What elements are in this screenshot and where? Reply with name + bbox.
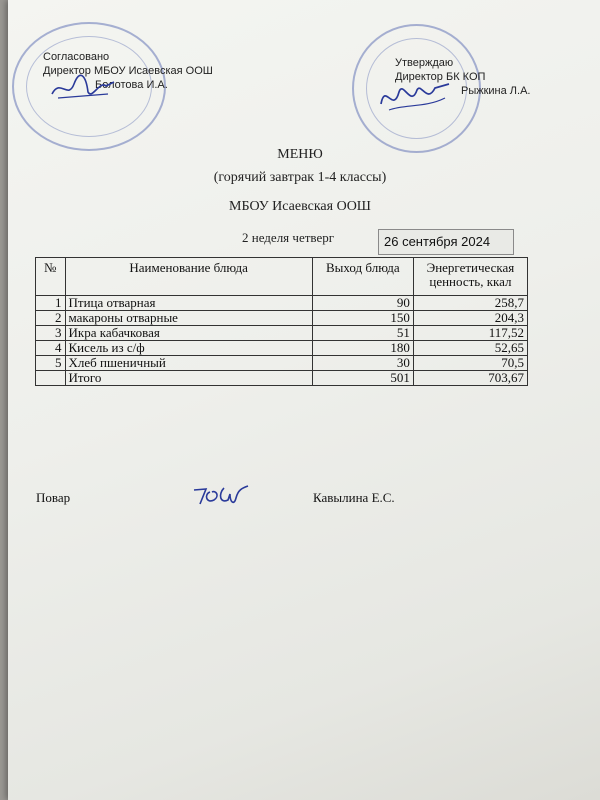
row-dish: Птица отварная [65,296,312,311]
row-dish: Хлеб пшеничный [65,356,312,371]
cook-name: Кавылина Е.С. [313,490,395,505]
row-output: 150 [312,311,413,326]
row-energy: 70,5 [413,356,527,371]
row-dish: Икра кабачковая [65,326,312,341]
row-energy: 258,7 [413,296,527,311]
date-label: 26 сентября 2024 [378,229,514,255]
approval-left-position: Директор МБОУ Исаевская ООШ [43,65,213,77]
row-energy: 52,65 [413,341,527,356]
row-num: 5 [36,356,66,371]
menu-table [35,257,528,386]
approval-right-heading: Утверждаю [395,57,454,69]
total-label: Итого [65,371,312,386]
row-output: 51 [312,326,413,341]
total-output: 501 [312,371,413,386]
table-row [36,356,528,371]
school-name: МБОУ Исаевская ООШ [229,199,371,214]
row-dish: Кисель из с/ф [65,341,312,356]
approval-left-heading: Согласовано [43,51,110,63]
approval-right-person: Рыжкина Л.А. [461,85,531,97]
header-energy: Энергетическая ценность, ккал [413,258,527,296]
page-subtitle: (горячий завтрак 1-4 классы) [213,170,387,185]
page-title: МЕНЮ [277,147,323,162]
signature-right-icon [375,74,455,118]
row-output: 90 [312,296,413,311]
row-energy: 204,3 [413,311,527,326]
table-row [36,326,528,341]
row-output: 180 [312,341,413,356]
row-output: 30 [312,356,413,371]
approval-right-position: Директор БК КОП [395,71,486,83]
table-row [36,296,528,311]
cook-label: Повар [36,490,71,505]
table-row [36,341,528,356]
total-num [36,371,66,386]
table-header-row [36,258,528,296]
header-output: Выход блюда [312,258,413,296]
signature-left-icon [48,70,118,106]
table-row [36,311,528,326]
row-num: 4 [36,341,66,356]
header-name: Наименование блюда [65,258,312,296]
row-num: 1 [36,296,66,311]
table-total-row [36,371,528,386]
header-num: № [36,258,66,296]
row-num: 3 [36,326,66,341]
row-dish: макароны отварные [65,311,312,326]
total-energy: 703,67 [413,371,527,386]
signature-cook-icon [190,480,252,510]
week-day-label: 2 неделя четверг [242,230,335,245]
approval-left-person: Болотова И.А. [95,79,168,91]
row-energy: 117,52 [413,326,527,341]
row-num: 2 [36,311,66,326]
